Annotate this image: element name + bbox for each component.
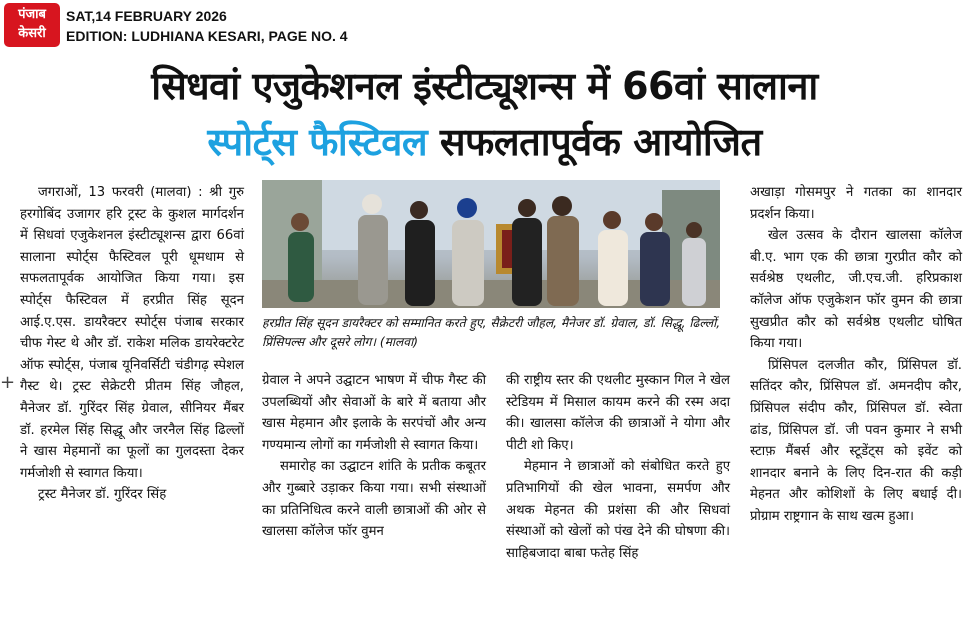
punjab-kesari-logo [4,3,60,47]
article-column-2 [262,370,486,543]
article-column-3 [506,370,730,564]
masthead [0,0,969,52]
article-column-1 [20,182,244,506]
publication-date: SAT,14 FEBRUARY 2026 [66,8,227,24]
paragraph: खेल उत्सव के दौरान खालसा कॉलेज बी.ए. भाग एक की छात्रा गुरप्रीत कौर को सर्वश्रेष्ठ एथलीट, जी.एच.जी. हरिप्रकाश कॉलेज ऑफ एजुकेशन फॉर वुमन की छात्रा सुखप्रीत कौर को सर्वश्रेष्ठ एथलीट घोषित किया गया। [750,228,962,352]
headline-line1: सिधवां एजुकेशनल इंस्टीट्यूशन्स में 66वां सालाना [151,64,818,108]
paragraph: समारोह का उद्घाटन शांति के प्रतीक कबूतर और गुब्बारे उड़ाकर किया गया। सभी संस्थाओं का प्रतिनिधित्व करने वाली छात्राओं की ओर से खालसा कॉलेज फॉर वुमन [262,459,486,540]
headline-line2 [0,118,969,166]
paragraph: अखाड़ा गोसमपुर ने गतका का शानदार प्रदर्शन किया। [750,185,962,222]
paragraph: ट्रस्ट मैनेजर डॉ. गुरिंदर सिंह [38,487,167,503]
news-photo-image [262,180,720,308]
photo-caption: हरप्रीत सिंह सूदन डायरैक्टर को सम्मानित करते हुए, सैक्रेटरी जौहल, मैनेजर डॉ. ग्रेवाल, डॉ. सिद्धू, ढिल्लों, प्रिंसिपल्स और दूसरे लोग। (मालवा) [262,316,721,349]
news-photo [262,180,720,308]
paragraph: मेहमान ने छात्राओं को संबोधित करते हुए प्रतिभागियों की खेल भावना, समर्पण और अथक मेहनत की प्रशंसा की और सिधवां संस्थाओं को खेलों को पंख देने की घोषणा की। साहिबजादा बाबा फतेह सिंह [506,459,730,561]
headline-highlight: स्पोर्ट्स फैस्टिवल [207,120,428,164]
edition-info [66,6,348,46]
paragraph: जगराओं, 13 फरवरी (मालवा) : श्री गुरु हरगोबिंद उजागर हरि ट्रस्ट के कुशल मार्गदर्शन में सिधवां एजुकेशनल इंस्टीट्यूशन्स द्वारा 66वां सालाना स्पोर्ट्स फैस्टिवल पूरी धूमधाम से सफलतापूर्वक आयोजित किया गया। इस स्पोर्ट्स फैस्टिवल में हरप्रीत सिंह सूदन आई.ए.एस. डायरैक्टर स्पोर्ट्स पंजाब सरकार चीफ गेस्ट थे और डॉ. राकेश मलिक डायरेक्टरेट ऑफ स्पोर्ट्स, पंजाब यूनिवर्सिटी चंडीगढ़ स्पेशल गैस्ट थे। ट्रस्ट सेक्रेटरी प्रीतम सिंह जौहल, मैनेजर डॉ. गुरिंदर सिंह ग्रेवाल, सीनियर मैंबर डॉ. हरमेल सिंह सिद्धू और जरनैल सिंह ढिल्लों ने खास मेहमानों का फूलों का गुलदस्ता देकर गर्मजोशी से स्वागत किया। [20,185,244,481]
paragraph: प्रिंसिपल दलजीत कौर, प्रिंसिपल डॉ. सतिंदर कौर, प्रिंसिपल डॉ. अमनदीप कौर, प्रिंसिपल संदीप कौर, प्रिंसिपल डॉ. स्वेता ढांड, प्रिंसिपल डॉ. जी पवन कुमार ने सभी स्टाफ़ मैंबर्स और स्टूडेंट्स को इवेंट को शानदार बनाने के लिए दिन-रात की कड़ी मेहनत और कोशिशों के लिए बधाई दी। प्रोग्राम राष्ट्रगान के साथ खत्म हुआ। [750,357,962,524]
article-column-4 [750,182,962,528]
crop-mark: + [0,372,16,393]
logo-text-line1: पंजाब [18,7,46,22]
headline-line2-rest: सफलतापूर्वक आयोजित [427,120,762,164]
paragraph: की राष्ट्रीय स्तर की एथलीट मुस्कान गिल ने खेल स्टेडियम में मिसाल कायम करने की रस्म अदा की। खालसा कॉलेज की छात्राओं ने योगा और पीटी शो किए। [506,373,730,453]
edition-line: EDITION: LUDHIANA KESARI, PAGE NO. 4 [66,28,348,44]
logo-text-line2: केसरी [18,26,46,41]
paragraph: ग्रेवाल ने अपने उद्घाटन भाषण में चीफ गैस्ट की उपलब्धियों और सेवाओं के बारे में बताया और खास मेहमान और इलाके के सरपंचों और अन्य गण्यमान्य लोगों का गर्मजोशी से स्वागत किया। [262,373,486,453]
